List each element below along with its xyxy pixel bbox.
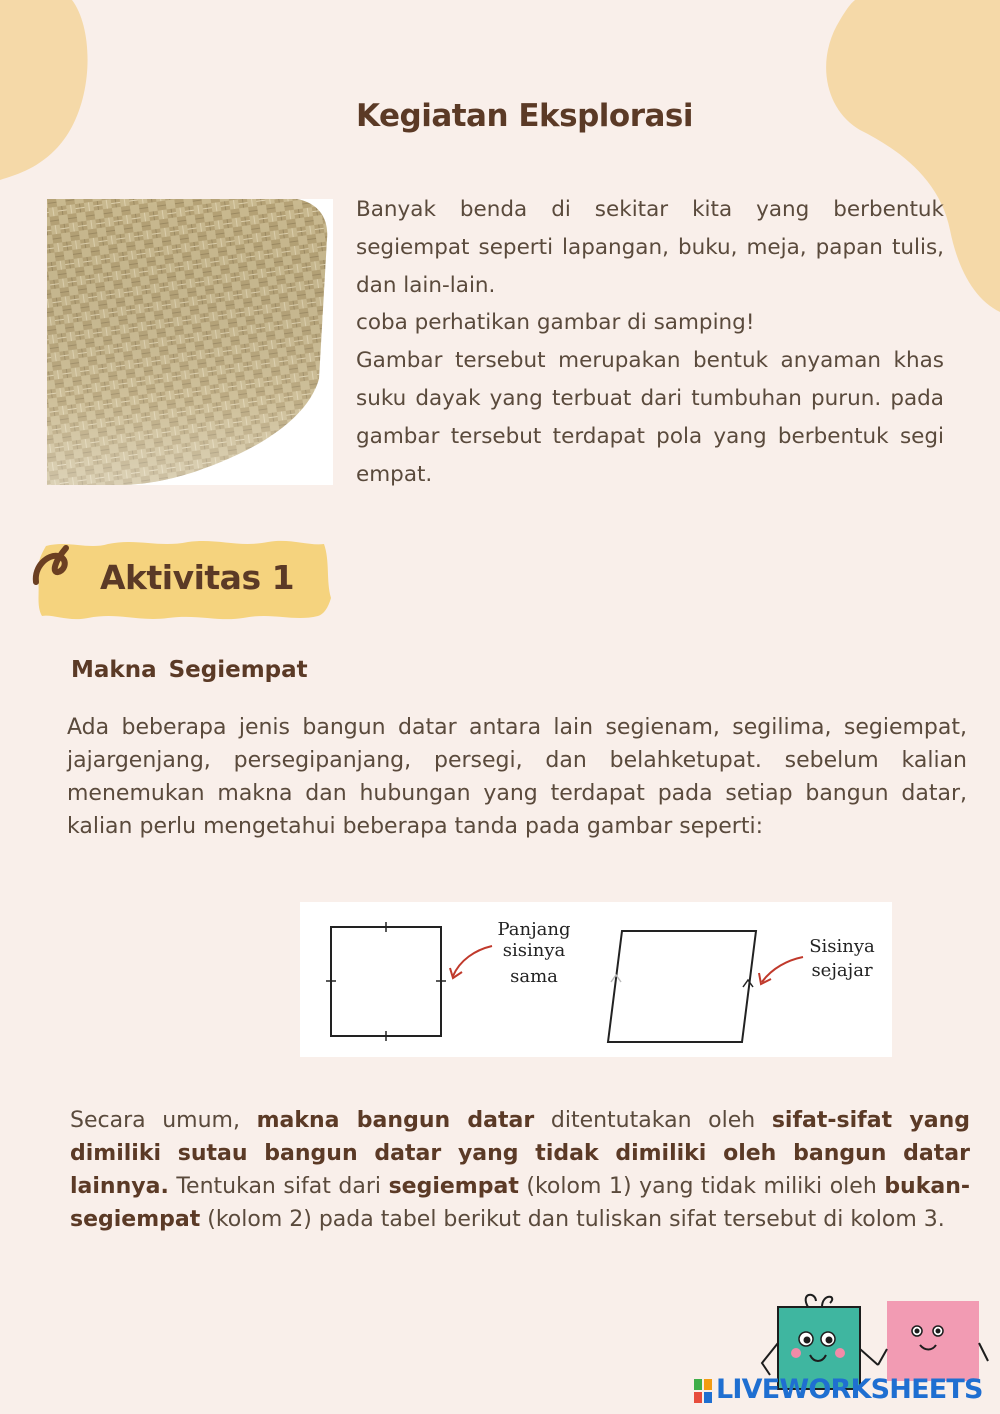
section-heading: Makna Segiempat <box>71 657 308 683</box>
instruction-bold-4: bukan-segiempat <box>70 1174 970 1232</box>
instruction-bold-1: makna bangun datar <box>256 1108 535 1133</box>
woven-mat-image <box>47 199 333 485</box>
page-title: Kegiatan Eksplorasi <box>356 98 693 134</box>
instruction-text-3: Tentukan sifat dari <box>168 1174 389 1199</box>
instruction-text-4: (kolom 1) yang tidak miliki oleh <box>518 1174 885 1199</box>
intro-text <box>356 191 944 493</box>
intro-line-1: Banyak benda di sekitar kita yang berbentuk segiempat seperti lapangan, buku, meja, papan tulis, dan lain-lain. <box>356 197 944 298</box>
shape-markings-figure <box>300 902 892 1057</box>
label-parallel-line-2: sejajar <box>811 960 873 981</box>
liveworksheets-brand[interactable] <box>694 1374 983 1405</box>
intro-line-3: Gambar tersebut merupakan bentuk anyaman khas suku dayak yang terbuat dari tumbuhan purun. pada gambar tersebut terdapat pola yang berbentuk segi empat. <box>356 348 944 487</box>
intro-line-2: coba perhatikan gambar di samping! <box>356 310 755 336</box>
label-equal-line-3: sama <box>510 966 558 987</box>
square-shape <box>326 922 446 1041</box>
equal-sides-arrow <box>453 946 492 976</box>
label-parallel-line-1: Sisinya <box>809 936 875 957</box>
instruction-text-5: (kolom 2) pada tabel berikut dan tuliskan sifat tersebut di kolom 3. <box>200 1207 945 1232</box>
instruction-bold-3: segiempat <box>388 1174 519 1199</box>
label-equal-line-2: sisinya <box>502 940 566 961</box>
parallelogram-shape <box>608 931 756 1042</box>
activity-title: Aktivitas 1 <box>100 558 295 597</box>
instruction-paragraph <box>70 1104 970 1236</box>
brand-text: LIVEWORKSHEETS <box>716 1374 983 1405</box>
instruction-text-1: Secara umum, <box>70 1108 257 1133</box>
parallel-sides-arrow <box>762 957 803 982</box>
blob-top-left <box>0 0 88 180</box>
intro-paragraph: Ada beberapa jenis bangun datar antara lain segienam, segilima, segiempat, jajargenjang, persegipanjang, persegi, dan belahketupat. sebelum kalian menemukan makna dan hubungan yang terdapat pada setiap bangun datar, kalian perlu mengetahui beberapa tanda pada gambar seperti: <box>67 715 967 839</box>
instruction-bold-2: sifat-sifat yang dimiliki sutau bangun datar yang tidak dimiliki oleh bangun datar lainnya. <box>70 1108 970 1199</box>
instruction-text-2: ditentutakan oleh <box>534 1108 772 1133</box>
label-equal-line-1: Panjang <box>497 919 571 940</box>
pink-square-mascot <box>878 1301 988 1381</box>
